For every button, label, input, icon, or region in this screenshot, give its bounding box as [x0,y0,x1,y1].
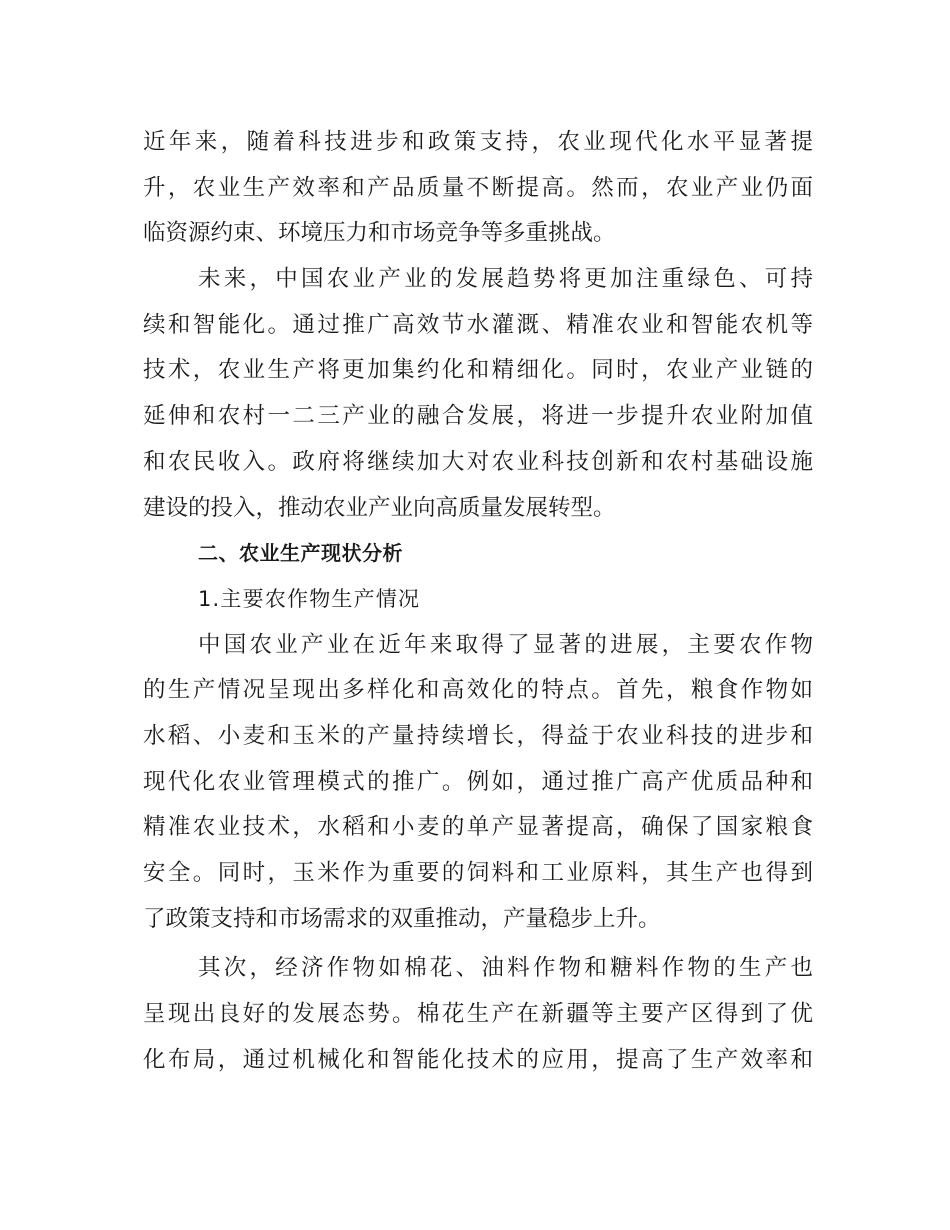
paragraph-intro [143,120,813,257]
text-line: 精准农业技术，水稻和小麦的单产显著提高，确保了国家粮食 [143,814,813,841]
text-line: 技术，农业生产将更加集约化和精细化。同时，农业产业链的 [143,357,813,384]
section-heading: 二、农业生产现状分析 [198,541,403,566]
text-line: 了政策支持和市场需求的双重推动，产量稳步上升。 [143,905,661,932]
text-line: 续和智能化。通过推广高效节水灌溉、精准农业和智能农机等 [143,311,813,338]
text-line: 升，农业生产效率和产品质量不断提高。然而，农业产业仍面 [143,174,813,201]
text-line: 安全。同时，玉米作为重要的饲料和工业原料，其生产也得到 [143,860,813,886]
document-body [143,120,813,1083]
text-line: 的生产情况呈现出多样化和高效化的特点。首先，粮食作物如 [143,677,813,704]
text-line: 建设的投入，推动农业产业向高质量发展转型。 [143,494,616,521]
text-line: 现代化农业管理模式的推广。例如，通过推广高产优质品种和 [143,768,813,795]
text-line: 近年来，随着科技进步和政策支持，农业现代化水平显著提 [143,129,813,155]
text-line: 延伸和农村一二三产业的融合发展，将进一步提升农业附加值 [143,403,813,430]
text-line: 临资源约束、环境压力和市场竞争等多重挑战。 [143,220,616,247]
paragraph-future [143,257,813,531]
subsection-heading: 1.主要农作物生产情况 [198,586,421,611]
text-line: 水稻、小麦和玉米的产量持续增长，得益于农业科技的进步和 [143,722,813,749]
paragraph-cash-crops [143,946,813,1083]
text-line: 未来，中国农业产业的发展趋势将更加注重绿色、可持 [198,266,813,293]
text-line: 化布局，通过机械化和智能化技术的应用，提高了生产效率和 [143,1046,813,1073]
text-line: 呈现出良好的发展态势。棉花生产在新疆等主要产区得到了优 [143,1001,813,1028]
text-line: 其次，经济作物如棉花、油料作物和糖料作物的生产也 [198,955,813,982]
text-line: 中国农业产业在近年来取得了显著的进展，主要农作物 [198,631,813,658]
paragraph-crops [143,623,813,943]
text-line: 和农民收入。政府将继续加大对农业科技创新和农村基础设施 [143,448,813,475]
